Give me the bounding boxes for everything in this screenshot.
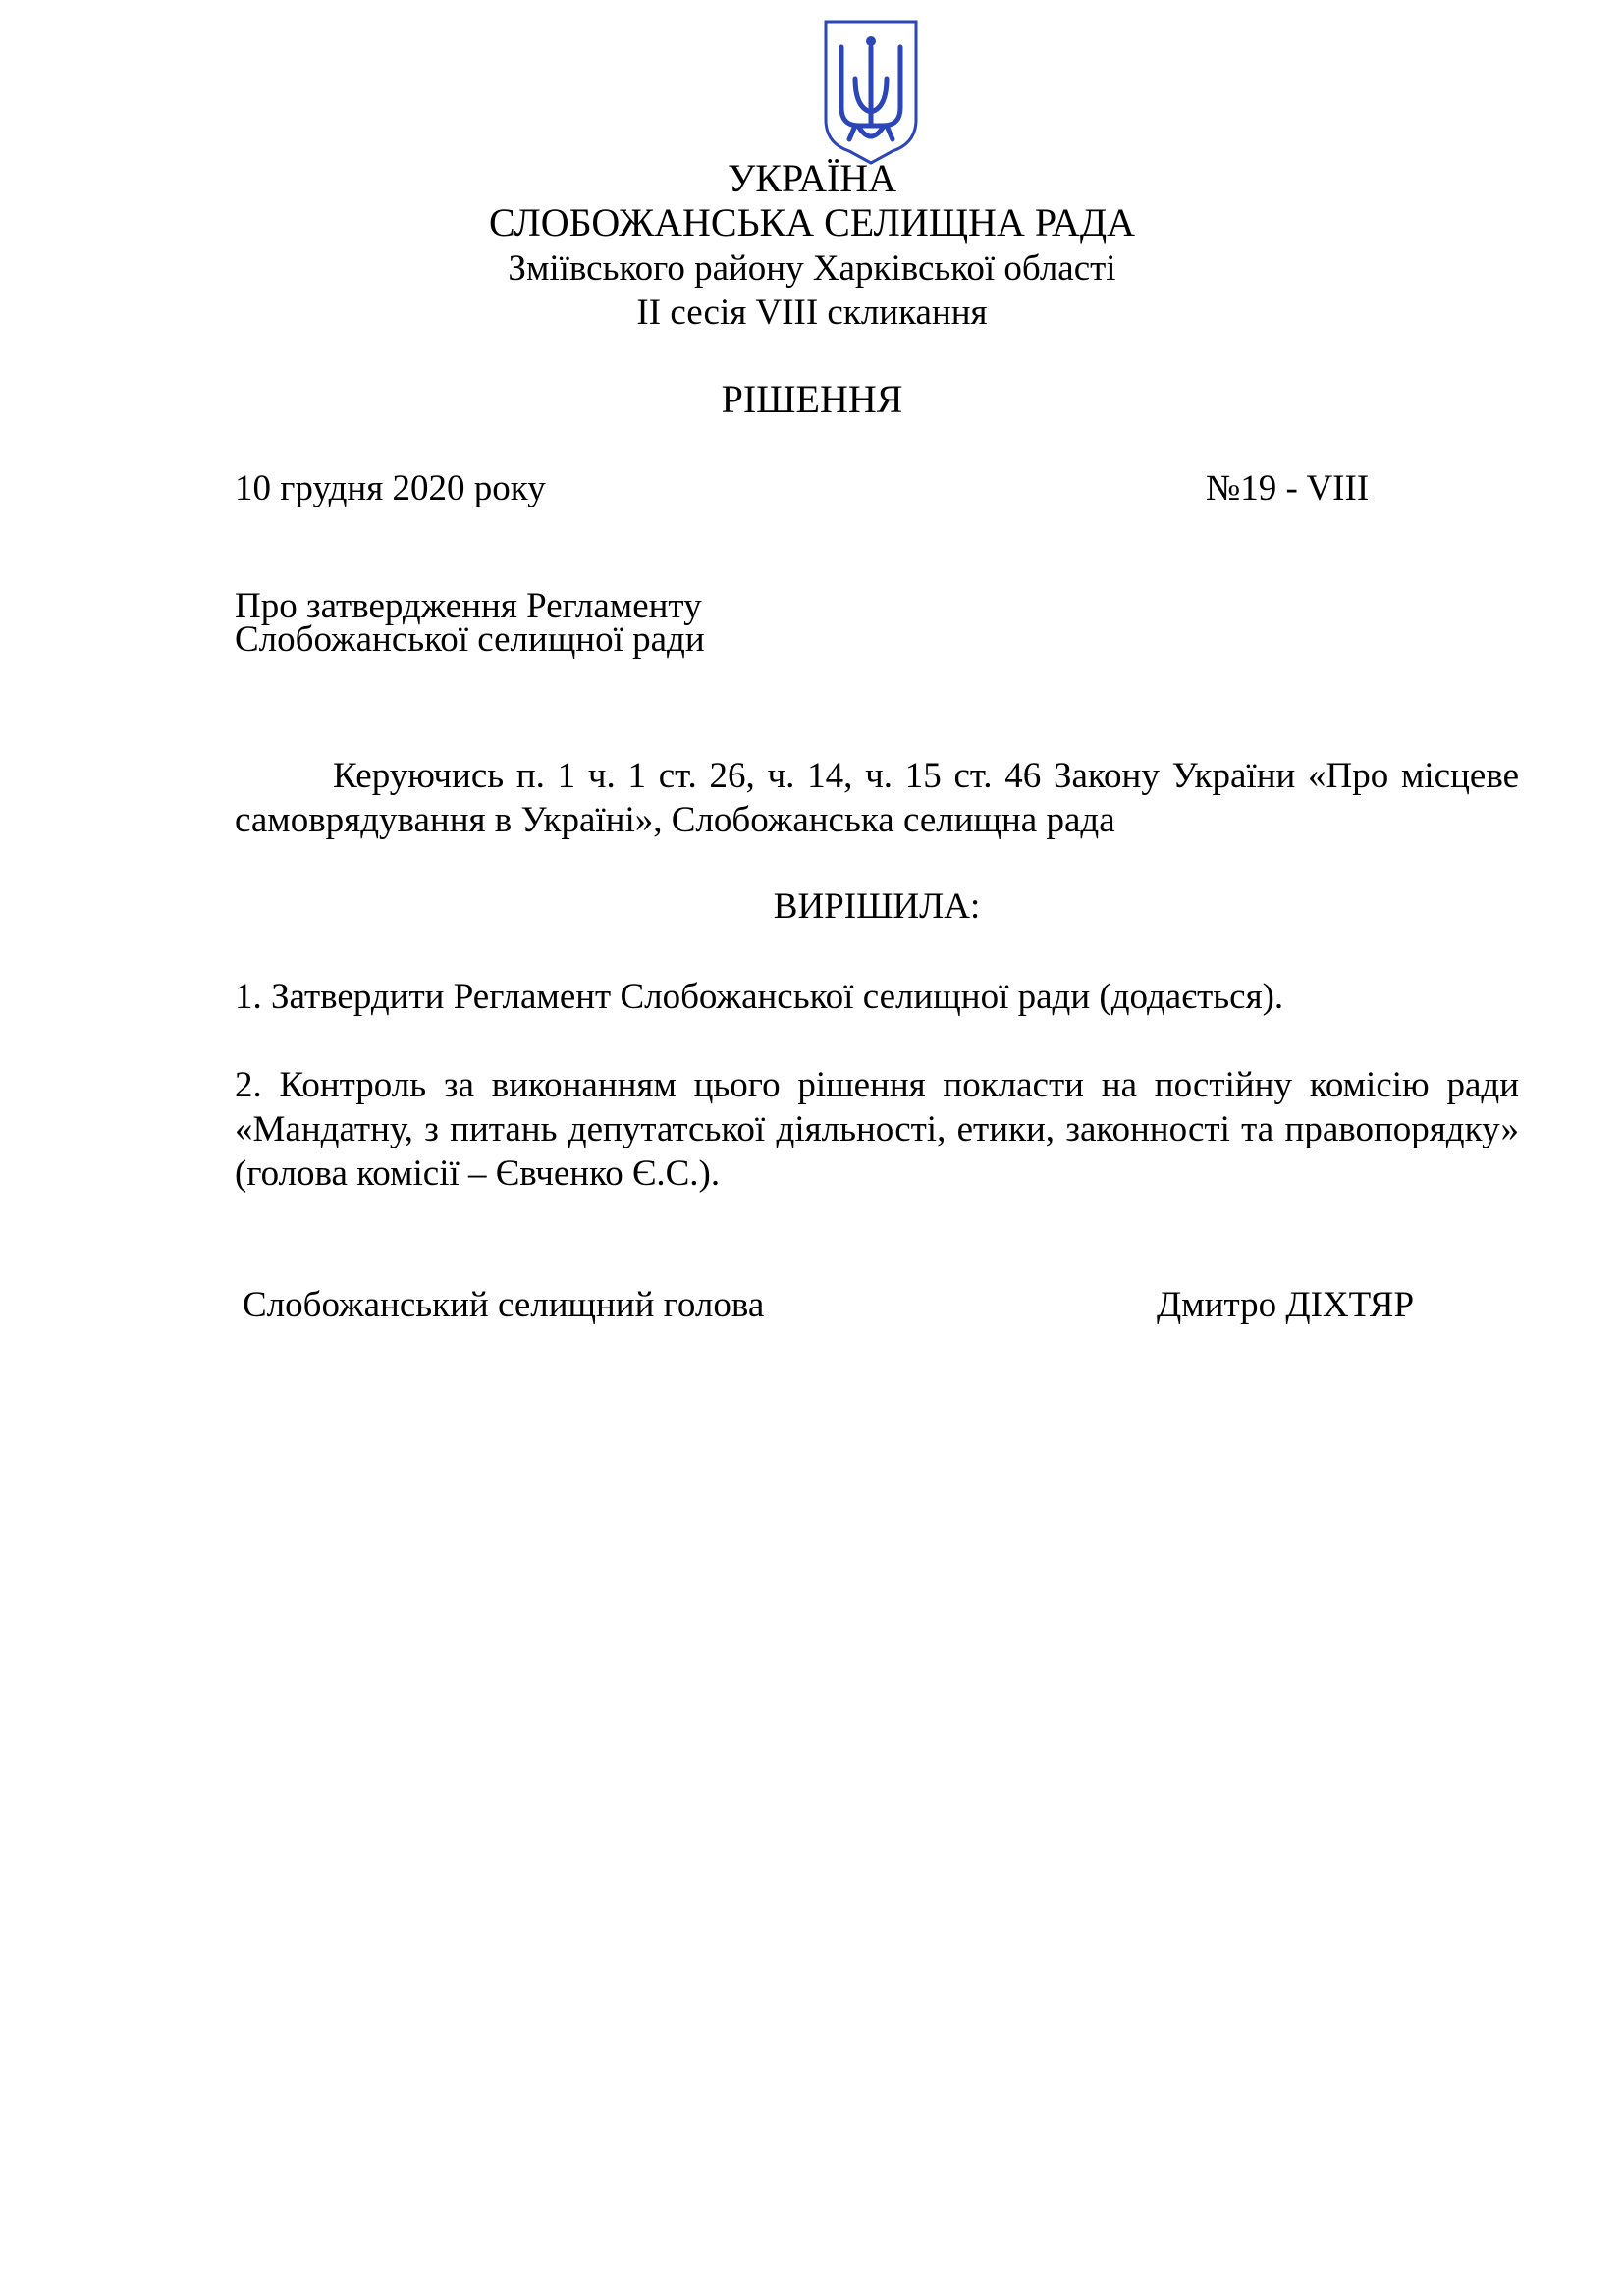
subject-line-1: Про затвердження Регламенту [235, 586, 702, 626]
subject-line-2: Слобожанської селищної ради [235, 619, 705, 660]
subject-block [235, 586, 705, 660]
decision-number: №19 - VIII [1206, 468, 1370, 508]
decision-item-1: 1. Затвердити Регламент Слобожанської селищної ради (додається). [235, 977, 1284, 1017]
doc-type-heading: РІШЕННЯ [721, 377, 903, 421]
session-heading: ІІ сесія VIIІ скликання [636, 293, 988, 333]
signature-title: Слобожанський селищний голова [243, 1285, 765, 1325]
district-heading: Зміївського району Харківської області [508, 248, 1116, 289]
country-heading: УКРАЇНА [727, 156, 897, 200]
resolved-heading: ВИРІШИЛА: [773, 886, 981, 927]
ukraine-trident-emblem-icon [820, 18, 922, 167]
preamble-paragraph: Керуючись п. 1 ч. 1 ст. 26, ч. 14, ч. 15 ст. 46 Закону України «Про місцеве самоврядування в Україні», Слобожанська селищна рада [235, 756, 1519, 840]
decision-item-2: 2. Контроль за виконанням цього рішення покласти на постійну комісію ради «Мандатну, з питань депутатської діяльності, етики, законності та правопорядку» (голова комісії – Євченко Є.С.). [235, 1065, 1519, 1194]
decision-date: 10 грудня 2020 року [235, 468, 546, 508]
council-heading: СЛОБОЖАНСЬКА СЕЛИЩНА РАДА [488, 200, 1136, 244]
signature-name: Дмитро ДІХТЯР [1157, 1285, 1415, 1325]
